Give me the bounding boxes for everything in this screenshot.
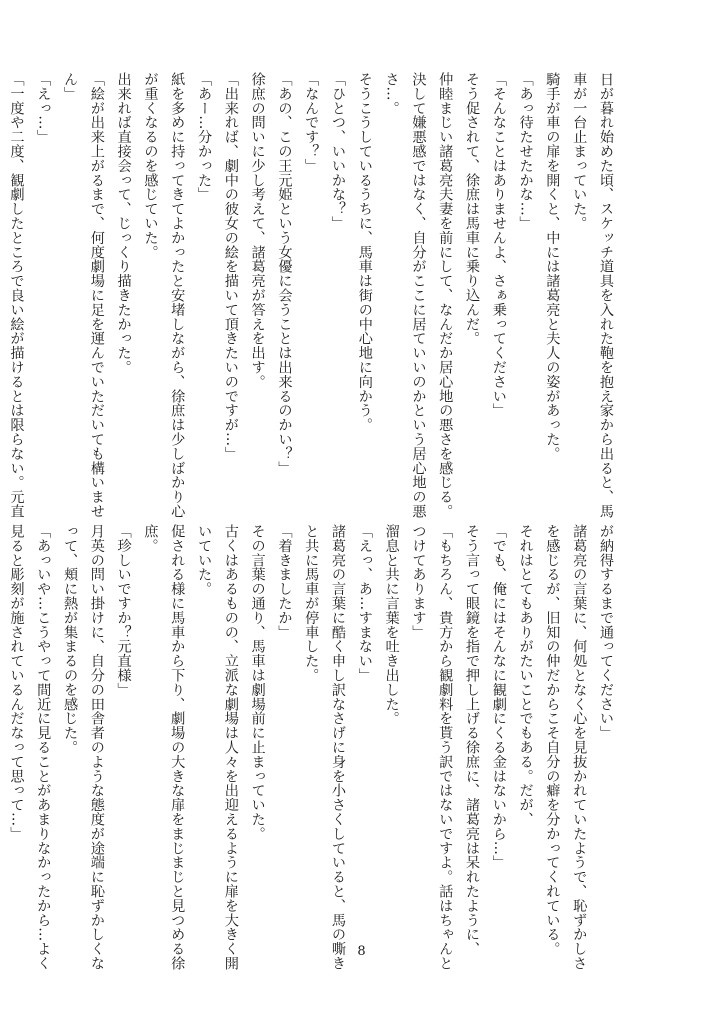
text-line: 紙を多めに持ってきてよかったと安堵しながら、徐庶は少しばかり心 <box>169 72 186 519</box>
text-line: 「あの、この王元姫という女優に会うことは出来るのかい？」 <box>276 72 293 476</box>
text-line: 「でも、俺にはそんなに観劇にくる金はないから…」 <box>490 524 507 870</box>
text-line: つけてあります」 <box>410 524 427 640</box>
text-line: それはとてもありがたいことでもある。だが、 <box>517 524 534 827</box>
text-line: さ…。 <box>383 72 400 116</box>
text-line: 庶。 <box>142 524 159 553</box>
text-line: いていた。 <box>196 524 213 596</box>
text-line: を感じるが、旧知の仲だからこそ自分の癖を分かってくれている。 <box>544 524 561 956</box>
text-line: その言葉の通り、馬車は劇場前に止まっていた。 <box>249 524 266 841</box>
text-line: 徐庶の問いに少し考えて、諸葛亮が答えを出す。 <box>249 72 266 389</box>
text-line: 「そんなことはありませんよ、さぁ乗ってください」 <box>490 72 507 418</box>
text-line: って、頬に熱が集まるのを感じた。 <box>62 524 79 755</box>
text-line: 「絵が出来上がるまで、何度劇場に足を運んでいただいても構いませ <box>88 72 105 519</box>
page-number: 8 <box>357 944 366 959</box>
text-line: 諸葛亮の言葉に酷く申し訳なさげに身を小さくしていると、馬の嘶き <box>330 524 347 971</box>
text-line: 「あっいや…こうやって間近に見ることがあまりなかったから…よく <box>35 524 52 971</box>
text-line: 「あっ待たせたかな…」 <box>517 72 534 231</box>
text-line: 古くはあるものの、立派な劇場は人々を出迎えるように扉を大きく開 <box>222 524 239 971</box>
text-line: 見ると彫刻が施されているんだなって思って…」 <box>8 524 25 841</box>
text-line: 「出来れば、劇中の彼女の絵を描いて頂きたいのですが…」 <box>222 72 239 461</box>
text-line: 騎手が車の扉を開くと、中には諸葛亮と夫人の姿があった。 <box>544 72 561 461</box>
text-line: そうこうしているうちに、馬車は街の中心地に向かう。 <box>356 72 373 432</box>
text-line: 「珍しいですか？元直様」 <box>115 524 132 697</box>
text-line: そう言って眼鏡を指で押し上げる徐庶に、諸葛亮は呆れたように、 <box>464 524 481 956</box>
text-line: 車が一台止まっていた。 <box>571 72 588 231</box>
text-line: 日が暮れ始めた頃、スケッチ道具を入れた鞄を抱え家から出ると、馬 <box>598 72 614 519</box>
text-line: と共に馬車が停車した。 <box>303 524 320 683</box>
text-line: 決して嫌悪感ではなく、自分がここに居ていいのかという居心地の悪 <box>410 72 427 519</box>
text-line: 出来れば直接会って、じっくり描きたかった。 <box>115 72 132 375</box>
text-line: 「えっ、あ…すまない」 <box>356 524 373 683</box>
text-line: 「なんです？」 <box>303 72 320 173</box>
text-line: 諸葛亮の言葉に、何処となく心を見抜かれていたようで、恥ずかしさ <box>571 524 588 971</box>
text-line: ん」 <box>62 72 79 101</box>
text-line: 「もちろん、貴方から観劇料を貰う訳ではないですよ。話はちゃんと <box>437 524 454 971</box>
text-line: 「一度や二度、観劇したところで良い絵が描けるとは限らない。元直 <box>8 72 25 519</box>
text-line: 溜息と共に言葉を吐き出した。 <box>383 524 400 726</box>
lower-text-block <box>8 524 619 971</box>
text-line: 「着きましたか」 <box>276 524 293 640</box>
upper-text-block <box>8 72 619 519</box>
text-line: が重くなるのを感じていた。 <box>142 72 159 260</box>
text-line: 促される様に馬車から下り、劇場の大きな扉をまじまじと見つめる徐 <box>169 524 186 971</box>
text-line: 「えっ…」 <box>35 72 52 144</box>
text-line: 「ひとつ、いいかな？」 <box>330 72 347 231</box>
text-line: そう促されて、徐庶は馬車に乗り込んだ。 <box>464 72 481 346</box>
text-line: が納得するまで通ってください」 <box>598 524 614 740</box>
text-line: 月英の問い掛けに、自分の田舎者のような態度が途端に恥ずかしくな <box>88 524 105 971</box>
text-line: 仲睦まじい諸葛亮夫妻を前にして、なんだか居心地の悪さを感じる。 <box>437 72 454 519</box>
text-line: 「あー…分かった」 <box>196 72 213 202</box>
